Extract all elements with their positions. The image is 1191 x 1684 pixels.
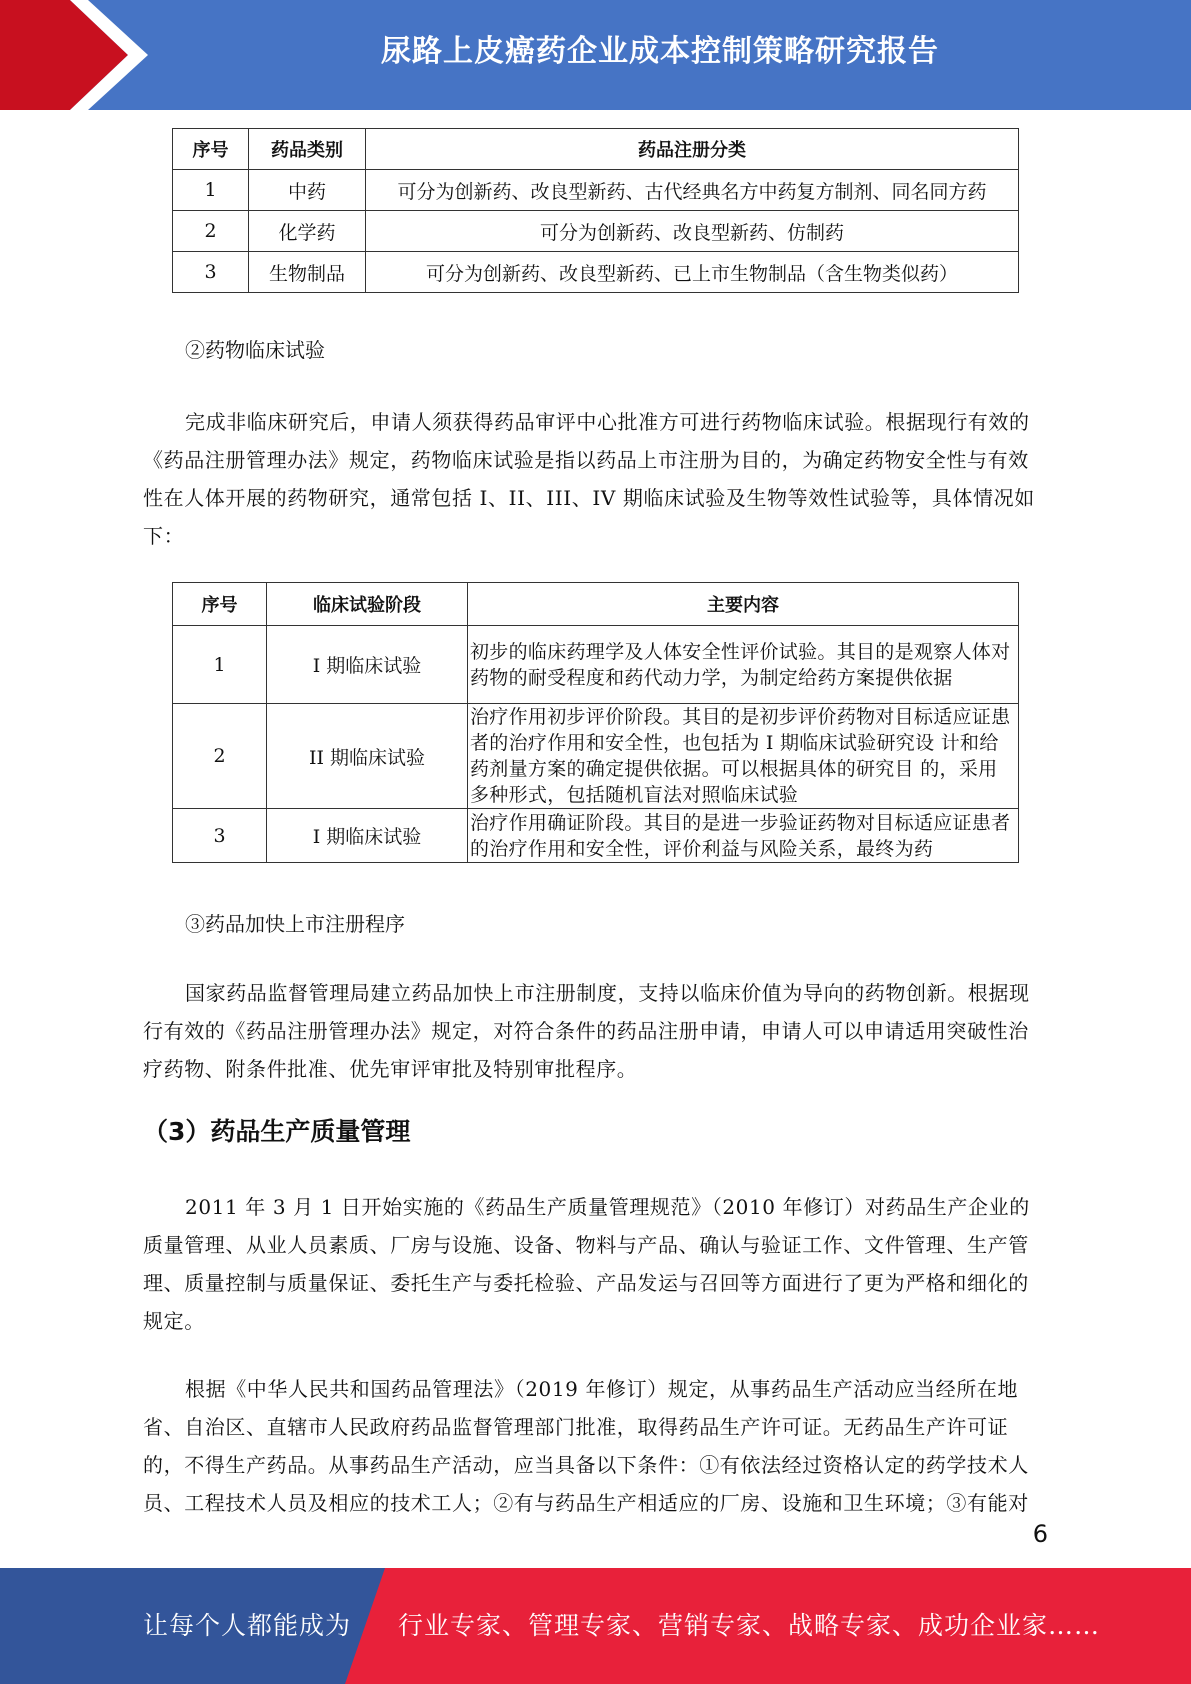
table-cell: 生物制品 [249, 252, 366, 293]
clinical-trial-table [172, 582, 1019, 863]
body-paragraph: 根据《中华人民共和国药品管理法》（2019 年修订）规定，从事药品生产活动应当经所在地省、自治区、直辖市人民政府药品监督管理部门批准，取得药品生产许可证。无药品生产许可证的，不得生产药品。从事药品生产活动，应当具备以下条件：①有依法经过资格认定的药学技术人员、工程技术人员及相应的技术工人；②有与药品生产相适应的厂房、设施和卫生环境；③有能对 [143, 1377, 1029, 1515]
table-row [173, 809, 1019, 863]
footer-slogan-left: 让每个人都能成为 [143, 1611, 352, 1640]
table-row [173, 170, 1019, 211]
table-cell: 治疗作用初步评价阶段。其目的是初步评价药物对目标适应证患者的治疗作用和安全性，也包括为 I 期临床试验研究设 计和给药剂量方案的确定提供依据。可以根据具体的研究目 的，采用多种形式，包括随机盲法对照临床试验 [468, 704, 1019, 809]
table-cell: 初步的临床药理学及人体安全性评价试验。其目的是观察人体对药物的耐受程度和药代动力学，为制定给药方案提供依据 [468, 626, 1019, 704]
table-row [173, 252, 1019, 293]
table-cell: 化学药 [249, 211, 366, 252]
table-cell: 可分为创新药、改良型新药、仿制药 [366, 211, 1019, 252]
body-paragraph: 2011 年 3 月 1 日开始实施的《药品生产质量管理规范》（2010 年修订）对药品生产企业的质量管理、从业人员素质、厂房与设施、设备、物料与产品、确认与验证工作、文件管理、生产管理、质量控制与质量保证、委托生产与委托检验、产品发运与召回等方面进行了更为严格和细化的规定。 [143, 1195, 1030, 1333]
table-row [173, 626, 1019, 704]
subsection-title: ②药物临床试验 [185, 338, 325, 362]
table-cell: 可分为创新药、改良型新药、古代经典名方中药复方制剂、同名同方药 [366, 170, 1019, 211]
footer-slogan-right: 行业专家、管理专家、营销专家、战略专家、成功企业家…… [398, 1611, 1101, 1640]
header-banner [0, 0, 1191, 110]
table-header-cell: 序号 [173, 583, 267, 626]
drug-registration-table [172, 128, 1019, 293]
table-cell: 1 [173, 170, 249, 211]
table-cell: 2 [173, 211, 249, 252]
table-cell: I 期临床试验 [267, 626, 468, 704]
page-number: 6 [1032, 1520, 1048, 1548]
table-header-cell: 药品类别 [249, 129, 366, 170]
body-paragraph: 国家药品监督管理局建立药品加快上市注册制度，支持以临床价值为导向的药物创新。根据现行有效的《药品注册管理办法》规定，对符合条件的药品注册申请，申请人可以申请适用突破性治疗药物、附条件批准、优先审评审批及特别审批程序。 [143, 981, 1030, 1081]
table-header-row [173, 129, 1019, 170]
table-header-cell: 主要内容 [468, 583, 1019, 626]
subsection-title: ③药品加快上市注册程序 [185, 912, 405, 936]
red-arrow-decoration [0, 0, 150, 110]
table-header-cell: 临床试验阶段 [267, 583, 468, 626]
table-cell: 3 [173, 809, 267, 863]
table-cell: 3 [173, 252, 249, 293]
table-header-row [173, 583, 1019, 626]
table-cell: 治疗作用确证阶段。其目的是进一步验证药物对目标适应证患者的治疗作用和安全性，评价利益与风险关系，最终为药 [468, 809, 1019, 863]
report-title: 尿路上皮癌药企业成本控制策略研究报告 [381, 34, 939, 69]
table-header-cell: 序号 [173, 129, 249, 170]
body-paragraph: 完成非临床研究后，申请人须获得药品审评中心批准方可进行药物临床试验。根据现行有效的《药品注册管理办法》规定，药物临床试验是指以药品上市注册为目的，为确定药物安全性与有效性在人体开展的药物研究，通常包括 I、II、III、IV 期临床试验及生物等效性试验等，具体情况如下： [143, 410, 1035, 548]
table-row [173, 704, 1019, 809]
table-cell: I 期临床试验 [267, 809, 468, 863]
table-cell: 1 [173, 626, 267, 704]
table-cell: II 期临床试验 [267, 704, 468, 809]
table-cell: 2 [173, 704, 267, 809]
table-header-cell: 药品注册分类 [366, 129, 1019, 170]
table-row [173, 211, 1019, 252]
footer-banner [0, 1568, 1191, 1684]
table-cell: 中药 [249, 170, 366, 211]
table-cell: 可分为创新药、改良型新药、已上市生物制品（含生物类似药） [366, 252, 1019, 293]
section-heading: （3）药品生产质量管理 [143, 1117, 411, 1146]
